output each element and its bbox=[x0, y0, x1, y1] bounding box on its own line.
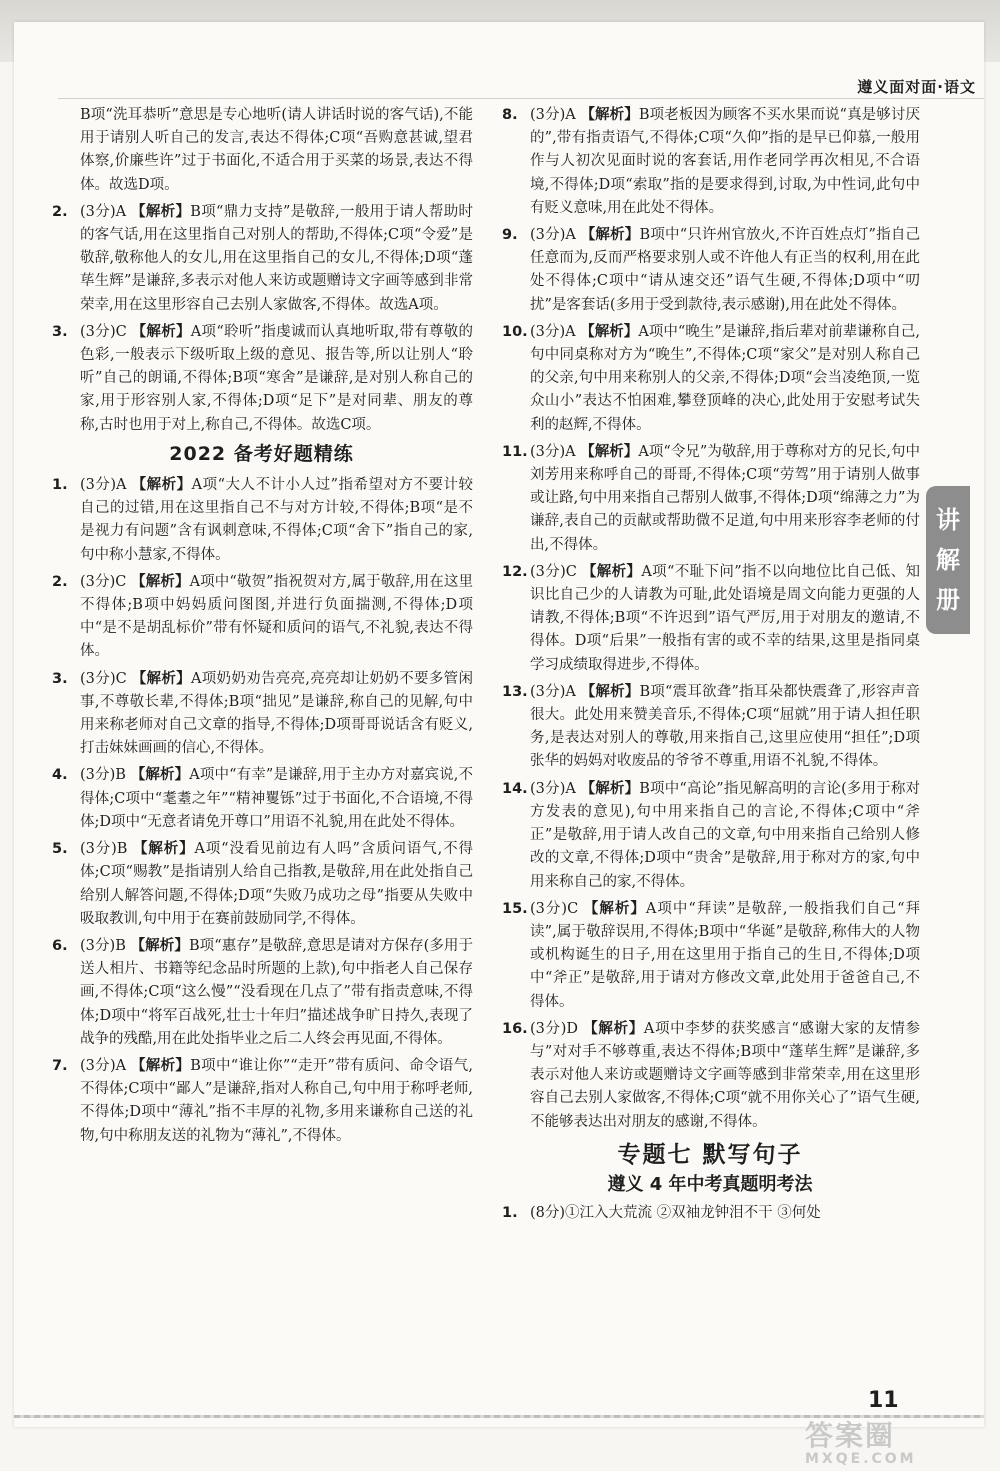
item-score: (3分)D bbox=[530, 1020, 584, 1037]
answer-item bbox=[50, 474, 473, 567]
answer-text: A项“没看见前边有人吗”含质问语气,不得体;C项“赐教”是指请别人给自己指教,是敬辞,用在此处指自己给别人解答问题,不得体;D项“失败乃成功之母”指要从失败中吸取教训,句中用于在赛前鼓励同学,不得体。 bbox=[80, 841, 474, 927]
item-number: 9. bbox=[502, 227, 518, 244]
answer-item bbox=[50, 668, 473, 761]
answer-item bbox=[500, 224, 920, 317]
item-number: 8. bbox=[502, 107, 518, 123]
item-number: 6. bbox=[52, 937, 68, 954]
item-score: (3分)A bbox=[530, 107, 581, 123]
answer-text: A项“聆听”指虔诚而认真地听取,带有尊敬的色彩,一般表示下级听取上级的意见、报告等,所以让别人“聆听”自己的朗诵,不得体;B项“寒舍”是谦辞,是对别人称自己的家,用于形容别人家,不得体;D项“足下”是对同辈、朋友的尊称,古时也用于对上,称自己,不得体。故选C项。 bbox=[80, 323, 474, 433]
item-score: (3分)A bbox=[530, 443, 581, 460]
analysis-tag: 【解析】 bbox=[132, 841, 195, 858]
item-number: 3. bbox=[52, 323, 68, 340]
item-score: (3分)C bbox=[80, 323, 132, 340]
answer-item bbox=[50, 571, 473, 664]
item-score: (3分)A bbox=[80, 203, 132, 220]
answer-item bbox=[50, 764, 473, 834]
answer-item bbox=[50, 1055, 473, 1148]
answer-item bbox=[500, 104, 920, 220]
bottom-rule bbox=[14, 1415, 984, 1418]
left-column bbox=[50, 104, 473, 1152]
analysis-tag: 【解析】 bbox=[130, 767, 190, 784]
analysis-tag: 【解析】 bbox=[583, 900, 646, 917]
analysis-tag: 【解析】 bbox=[581, 563, 642, 580]
item-number: 14. bbox=[502, 780, 528, 797]
side-section-tab bbox=[926, 486, 970, 634]
answer-text: (8分)①江入大荒流 ②双袖龙钟泪不干 ③何处 bbox=[530, 1205, 821, 1222]
item-score: (3分)B bbox=[80, 767, 131, 784]
answer-item bbox=[500, 778, 920, 894]
item-score: (3分)C bbox=[530, 563, 582, 580]
analysis-tag: 【解析】 bbox=[131, 477, 192, 494]
answer-text: B项“震耳欲聋”指耳朵都快震聋了,形容声音很大。此处用来赞美音乐,不得体;C项“屈就”用于请人担任职务,是表达对别人的尊敬,用来指自己,这里应使用“担任”;D项张华的妈妈对收废品的爷爷不尊重,用语不礼貌,不得体。 bbox=[530, 683, 921, 770]
answer-text: A项奶奶劝告亮亮,亮亮却让奶奶不要多管闲事,不尊敬长辈,不得体;B项“拙见”是谦辞,称自己的见解,句中用来称老师对自己文章的指导,不得体;D项哥哥说话含有贬义,打击妹妹画画的信心,不得体。 bbox=[80, 670, 473, 757]
analysis-tag: 【解析】 bbox=[583, 1020, 644, 1037]
watermark-logo bbox=[805, 1420, 985, 1468]
analysis-tag: 【解析】 bbox=[131, 573, 190, 590]
item-score: (3分)A bbox=[530, 683, 581, 700]
answer-text: A项“不耻下问”指不以向地位比自己低、知识比自己少的人请教为可耻,此处语境是周文向能力更强的人请教,不得体;B项“不许迟到”语气严厉,用于对朋友的邀请,不得体。D项“后果”一般指有害的或不幸的结果,这里是指同桌学习成绩取得进步,不得体。 bbox=[530, 563, 921, 673]
answer-text: B项“洗耳恭听”意思是专心地听(请人讲话时说的客气话),不能用于请别人听自己的发言,表达不得体;C项“吾购意甚诚,望君体察,价廉些许”过于书面化,不适合用于买菜的场景,表达不得体。故选D项。 bbox=[80, 107, 473, 193]
analysis-tag: 【解析】 bbox=[580, 227, 640, 244]
watermark-text: 答案圈 bbox=[805, 1419, 896, 1452]
item-score: (3分)C bbox=[530, 900, 584, 917]
item-score: (3分)A bbox=[530, 780, 581, 797]
item-number: 7. bbox=[52, 1057, 68, 1074]
analysis-tag: 【解析】 bbox=[131, 1057, 191, 1074]
item-score: (3分)A bbox=[80, 477, 132, 494]
item-number: 2. bbox=[52, 573, 68, 590]
item-number: 10. bbox=[502, 323, 528, 340]
answer-text: B项老板因为顾客不买水果而说“真是够讨厌的”,带有指责语气,不得体;C项“久仰”指的是早已仰慕,一般用作与人初次见面时说的客套话,用作老同学再次相见,不合语境,不得体;D项“索取”指的是要求得到,讨取,为中性词,此句中有贬义意味,用在此处不得体。 bbox=[530, 107, 921, 216]
answer-text: A项中“有幸”是谦辞,用于主办方对嘉宾说,不得体;C项中“耄耋之年”“精神矍铄”过于书面化,不合语境,不得体;D项中“无意者请免开尊口”用语不礼貌,用在此处不得体。 bbox=[80, 767, 474, 830]
analysis-tag: 【解析】 bbox=[580, 107, 639, 123]
analysis-tag: 【解析】 bbox=[131, 670, 191, 687]
answer-text: B项中“高论”指见解高明的言论(多用于称对方发表的意见),句中用来指自己的言论,不得体;C项中“斧正”是敬辞,用于请人改自己的文章,句中用来指自己给别人修改的文章,不得体;D项中“贵舍”是敬辞,用于称对方的家,句中用来称自己的家,不得体。 bbox=[530, 780, 921, 890]
item-number: 1. bbox=[502, 1205, 518, 1222]
item-number: 2. bbox=[52, 203, 68, 220]
item-number: 3. bbox=[52, 670, 68, 687]
item-number: 5. bbox=[52, 841, 68, 858]
item-score: (3分)B bbox=[80, 841, 133, 858]
section-title: 2022 备考好题精练 bbox=[169, 442, 354, 465]
answer-item-continuation bbox=[50, 104, 473, 197]
header-rule bbox=[58, 98, 984, 99]
answer-item bbox=[50, 838, 473, 931]
page-number: 11 bbox=[868, 1388, 899, 1413]
answer-item bbox=[500, 441, 920, 557]
analysis-tag: 【解析】 bbox=[130, 937, 189, 954]
side-tab-char: 解 bbox=[936, 546, 960, 574]
answer-text: A项中“拜读”是敬辞,一般指我们自己“拜读”,属于敬辞误用,不得体;B项中“华诞”是敬辞,称伟大的人物或机构诞生的日子,用在这里用于指自己的生日,不得体;D项中“斧正”是敬辞,用于请对方修改文章,此处用于爸爸自己,不得体。 bbox=[530, 900, 921, 1010]
analysis-tag: 【解析】 bbox=[580, 443, 639, 460]
item-number: 11. bbox=[502, 443, 528, 460]
analysis-tag: 【解析】 bbox=[131, 203, 191, 220]
analysis-tag: 【解析】 bbox=[580, 780, 640, 797]
side-tab-char: 讲 bbox=[936, 506, 960, 534]
header-title: 遵义面对面·语文 bbox=[857, 78, 976, 96]
analysis-tag: 【解析】 bbox=[580, 683, 640, 700]
analysis-tag: 【解析】 bbox=[131, 323, 191, 340]
answer-item bbox=[500, 681, 920, 774]
topic-title: 专题七 默写句子 bbox=[617, 1141, 803, 1168]
side-tab-char: 册 bbox=[936, 586, 960, 614]
analysis-tag: 【解析】 bbox=[580, 323, 639, 340]
watermark-site: MXQE.COM bbox=[805, 1451, 917, 1467]
item-score: (3分)B bbox=[80, 937, 131, 954]
answer-item bbox=[50, 935, 473, 1051]
right-column bbox=[500, 104, 920, 1229]
item-number: 15. bbox=[502, 900, 528, 917]
item-score: (3分)A bbox=[530, 227, 581, 244]
answer-item bbox=[50, 201, 473, 317]
item-number: 13. bbox=[502, 683, 528, 700]
item-number: 12. bbox=[502, 563, 528, 580]
answer-item bbox=[500, 321, 920, 437]
answer-item bbox=[500, 898, 920, 1014]
item-score: (3分)A bbox=[80, 1057, 132, 1074]
topic-subtitle: 遵义 4 年中考真题明考法 bbox=[607, 1173, 813, 1195]
item-score: (3分)C bbox=[80, 573, 132, 590]
item-number: 16. bbox=[502, 1020, 528, 1037]
item-score: (3分)A bbox=[530, 323, 581, 340]
item-number: 4. bbox=[52, 767, 68, 784]
answer-text: A项中“晚生”是谦辞,指后辈对前辈谦称自己,句中同桌称对方为“晚生”,不得体;C项“家父”是对别人称自己的父亲,句中用来称别人的父亲,不得体;D项“会当凌绝顶,一览众山小”表达不怕困难,攀登顶峰的决心,此处用于安慰考试失利的赵辉,不得体。 bbox=[530, 323, 921, 433]
answer-text: A项“令兄”为敬辞,用于尊称对方的兄长,句中刘芳用来称呼自己的哥哥,不得体;C项“劳驾”用于请别人做事或让路,句中用来指自己帮别人做事,不得体;D项“绵薄之力”为谦辞,表自己的贡献或帮助微不足道,句中用来形容李老师的付出,不得体。 bbox=[530, 443, 921, 553]
answer-item bbox=[500, 1018, 920, 1134]
answer-text: A项中“敬贺”指祝贺对方,属于敬辞,用在这里不得体;B项中妈妈质问图图,并进行负面揣测,不得体;D项中“是不是胡乱标价”带有怀疑和质问的语气,不礼貌,表达不得体。 bbox=[80, 573, 474, 660]
answer-text: B项中“只许州官放火,不许百姓点灯”指自己任意而为,反而严格要求别人或不许他人有正当的权利,用在此处不得体;C项中“请从速交还”语气生硬,不得体;D项中“叨扰”是客套话(多用于受到款待,表示感谢),用在此处不得体。 bbox=[530, 227, 921, 313]
answer-text: B项“惠存”是敬辞,意思是请对方保存(多用于送人相片、书籍等纪念品时所题的上款),句中指老人自己保存画,不得体;C项“这么慢”“没看现在几点了”带有指责意味,不得体;D项中“将军百战死,壮士十年归”描述战争旷日持久,表现了战争的残酷,用在此处指毕业之后二人终会再见面,不得体。 bbox=[80, 937, 474, 1047]
item-number: 1. bbox=[52, 477, 68, 494]
item-score: (3分)C bbox=[80, 670, 132, 687]
answer-item bbox=[500, 1202, 920, 1225]
answer-text: A项中李梦的获奖感言“感谢大家的友情参与”对对手不够尊重,表达不得体;B项中“蓬荜生辉”是谦辞,多表示对他人来访或题赠诗文字画等感到非常荣幸,用在这里形容自己去别人家做客,不得体;C项“就不用你关心了”语气生硬,不能够表达出对朋友的感谢,不得体。 bbox=[530, 1020, 920, 1130]
answer-item bbox=[50, 321, 473, 437]
answer-text: B项中“谁让你”“走开”带有质问、命令语气,不得体;C项中“鄙人”是谦辞,指对人称自己,句中用于称呼老师,不得体;D项中“薄礼”指不丰厚的礼物,多用来谦称自己送的礼物,句中称朋友送的礼物为“薄礼”,不得体。 bbox=[80, 1057, 474, 1144]
answer-text: A项“大人不计小人过”指希望对方不要计较自己的过错,用在这里指自己不与对方计较,不得体;B项“是不是视力有问题”含有讽刺意味,不得体;C项“舍下”指自己的家,句中称小慧家,不得体。 bbox=[80, 477, 474, 563]
answer-text: B项“鼎力支持”是敬辞,一般用于请人帮助时的客气话,用在这里指自己对别人的帮助,不得体;C项“令爱”是敬辞,敬称他人的女儿,用在这里指自己的女儿,不得体;D项“蓬荜生辉”是谦辞,多表示对他人来访或题赠诗文字画等感到非常荣幸,用在这里形容自己去别人家做客,不得体。故选A项。 bbox=[80, 203, 474, 313]
answer-item bbox=[500, 561, 920, 677]
